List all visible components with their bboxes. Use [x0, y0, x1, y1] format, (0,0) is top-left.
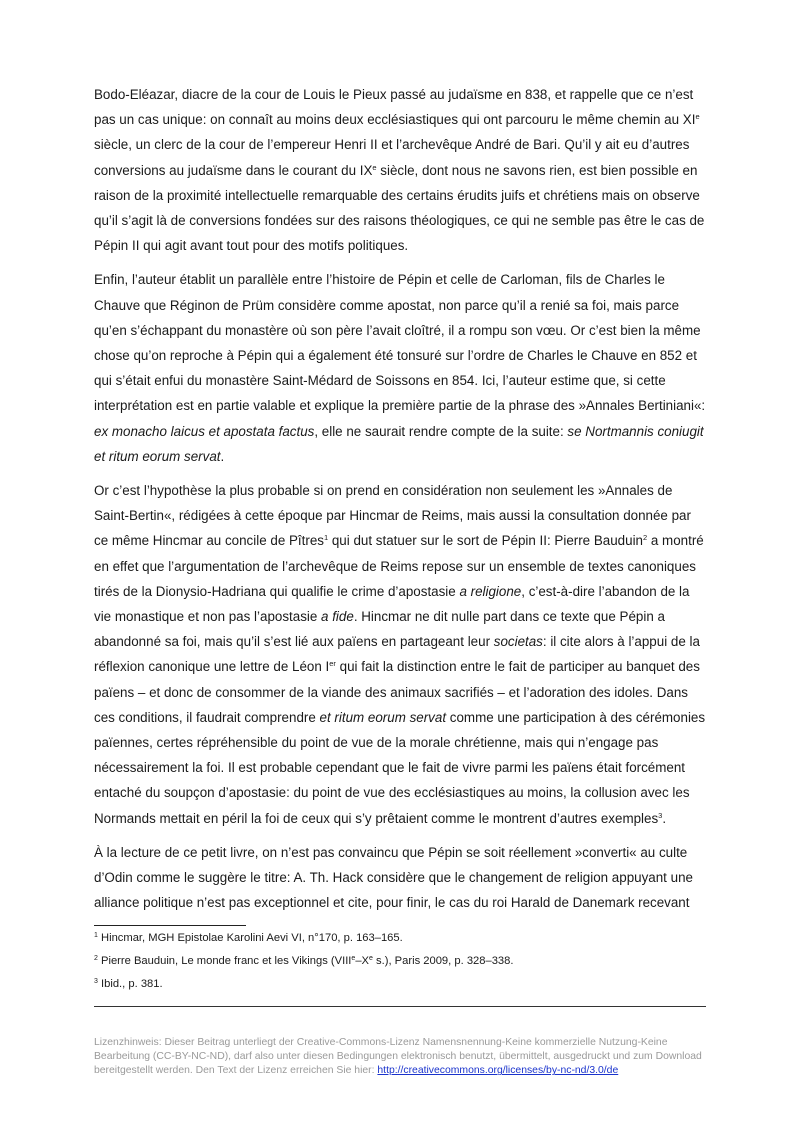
text-run: Or c’est l’hypothèse la plus probable si on prend en considération non seulement les »Annales de Saint-Bertin«, rédigées à cette époque par Hincmar de Reims, mais aussi la consultation donnée par ce même Hincmar au concile de Pîtres	[94, 483, 691, 549]
text-run: siècle, dont nous ne savons rien, est bien possible en raison de la proximité intellectuelle remarquable des certains érudits juifs et chrétiens mais on observe qu’il s’agit là de conversions fondées sur des raisons théologiques, ce qui ne semble pas être le cas de Pépin II qui agit avant tout pour des motifs politiques.	[94, 162, 705, 254]
text-run: a montré en effet que l’argumentation de l’archevêque de Reims repose sur un ensemble de textes canoniques tirés de la Dionysio-Hadriana qui qualifie le crime d’apostasie	[94, 533, 704, 599]
text-run: , elle ne saurait rendre compte de la suite:	[314, 423, 568, 439]
footnotes	[94, 930, 708, 992]
paragraph	[94, 840, 708, 916]
license-separator	[94, 1006, 706, 1007]
italic-text: ex monacho laicus et apostata factus	[94, 423, 315, 439]
text-run: qui fait la distinction entre le fait de participer au banquet des païens – et donc de consommer de la viande des animaux sacrifiés – et l’adoration des idoles. Dans ces conditions, il faudrait comprendre	[94, 659, 700, 725]
text-run: , c’est-à-dire l’abandon de la vie monastique et non pas l’apostasie	[94, 583, 690, 625]
text-run: Bodo-Eléazar, diacre de la cour de Louis le Pieux passé au judaïsme en 838, et rappelle que ce n’est pas un cas unique: on connaît au moins deux ecclésiastiques qui ont parcouru le même chemin au XI	[94, 87, 696, 128]
italic-text: a religione	[459, 583, 522, 599]
superscript: 1	[94, 931, 98, 939]
document-page	[94, 82, 708, 1007]
superscript: e	[372, 162, 377, 172]
text-run: –X	[355, 954, 370, 967]
footnote	[94, 976, 708, 992]
text-run: .	[662, 810, 667, 826]
footnote-separator	[94, 925, 246, 926]
paragraph	[94, 478, 708, 831]
italic-text: se Nortmannis coniugit et ritum eorum servat	[94, 423, 704, 464]
italic-text: et ritum eorum servat	[319, 709, 447, 725]
text-run: À la lecture de ce petit livre, on n’est pas convaincu que Pépin se soit réellement »converti« au culte d’Odin comme le suggère le titre: A. Th. Hack considère que le changement de religion appuyant une alliance politique n’est pas exceptionnel et cite, pour finir, le cas du roi Harald de Danemark recevant	[94, 844, 693, 911]
italic-text: societas	[493, 634, 543, 650]
text-run: s.), Paris 2009, p. 328–338.	[372, 954, 514, 967]
superscript: er	[329, 659, 336, 669]
paragraph	[94, 267, 708, 469]
text-run: Enfin, l’auteur établit un parallèle entre l’histoire de Pépin et celle de Carloman, fils de Charles le Chauve que Réginon de Prüm considère comme apostat, non parce qu’il a renié sa foi, mais parce qu’en s’échappant du monastère où son père l’avait cloîtré, il a rompu son vœu. Or c’est bien la même chose qu’on reproche à Pépin qui a également été tonsuré sur l’ordre de Charles le Chauve en 852 et qui s’était enfui du monastère Saint-Médard de Soissons en 854. Ici, l’auteur estime que, si cette interprétation est en partie valable et explique la première partie de la phrase des »Annales Bertiniani«:	[94, 272, 706, 414]
text-run: . Hincmar ne dit nulle part dans ce texte que Pépin a abandonné sa foi, mais qu’il s’est lié aux païens en partageant leur	[94, 609, 665, 650]
license-link[interactable]: http://creativecommons.org/licenses/by-nc-nd/3.0/de	[377, 1065, 619, 1077]
superscript: 3	[94, 977, 98, 985]
superscript: 2	[643, 533, 648, 543]
italic-text: a fide	[321, 609, 354, 625]
footnote	[94, 953, 708, 969]
superscript: 1	[323, 533, 329, 543]
text-run: .	[220, 448, 225, 464]
text-run: Ibid., p. 381.	[97, 977, 163, 990]
text-run: siècle, un clerc de la cour de l’empereur Henri II et l’archevêque André de Bari. Qu’il y ait eu d’autres conversions au judaïsme dans le courant du IX	[94, 137, 690, 178]
body-text	[94, 82, 708, 916]
superscript: e	[369, 954, 373, 962]
text-run: qui dut statuer sur le sort de Pépin II: Pierre Bauduin	[328, 533, 643, 549]
superscript: 3	[658, 810, 663, 820]
text-run: Pierre Bauduin, Le monde franc et les Vikings (VIII	[97, 954, 352, 967]
superscript: e	[351, 954, 356, 962]
superscript: e	[695, 112, 700, 122]
footnote	[94, 930, 708, 946]
text-run: : il cite alors à l’appui de la réflexion canonique une lettre de Léon I	[94, 634, 700, 675]
paragraph	[94, 82, 708, 258]
superscript: 2	[94, 954, 98, 962]
text-run: comme une participation à des cérémonies païennes, certes répréhensible du point de vue de la morale chrétienne, mais qui n’engage pas nécessairement la foi. Il est probable cependant que le fait de vivre parmi les païens était forcément entaché du soupçon d’apostasie: du point de vue des ecclésiastiques au moins, la collusion avec les Normands mettait en péril la foi de ceux qui s’y prêtaient comme le montrent d’autres exemples	[94, 709, 706, 826]
license-notice	[94, 1036, 714, 1079]
text-run: Hincmar, MGH Epistolae Karolini Aevi VI, n°170, p. 163–165.	[97, 931, 403, 944]
license-text: Lizenzhinweis: Dieser Beitrag unterliegt der Creative-Commons-Lizenz Namensnennung-Keine kommerzielle Nutzung-Keine Bearbeitung (CC-BY-NC-ND), darf also unter diesen Bedingungen elektronisch benutzt, übermittelt, ausgedruckt und zum Download bereitgestellt werden. Den Text der Lizenz erreichen Sie hier:	[94, 1037, 702, 1077]
